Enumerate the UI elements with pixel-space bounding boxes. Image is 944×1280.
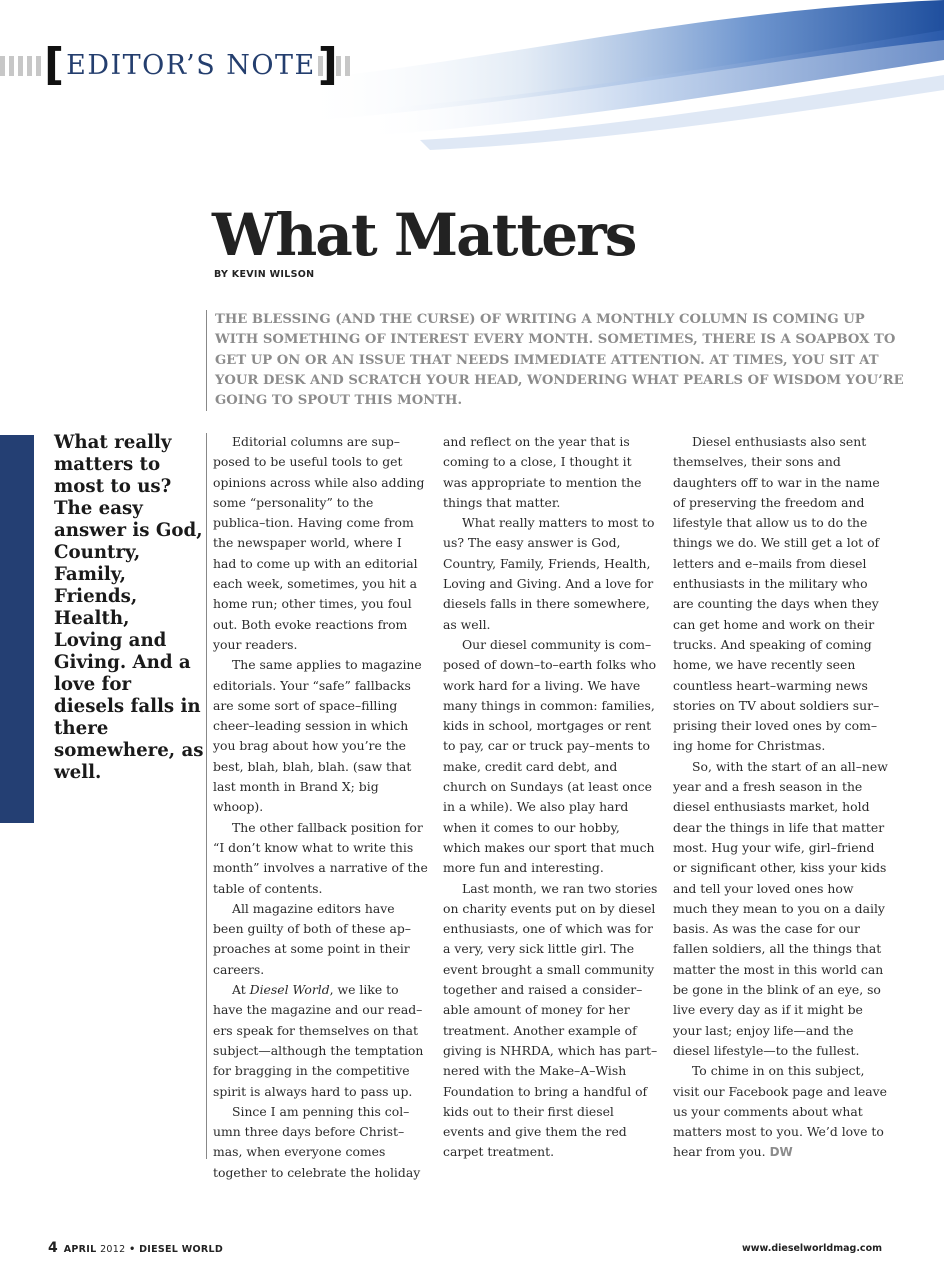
article-column-2 bbox=[443, 432, 658, 1163]
paragraph: Diesel enthusiasts also sent themselves, their sons and daughters off to war in the name of preserving the freedom and lifestyle that allow us to do the things we do. We still get a lot of letters and e–mails from diesel enthusiasts in the military who are counting the days when they can get home and work on their trucks. And speaking of coming home, we have recently seen countless heart–warming news stories on TV about soldiers sur–prising their loved ones by com–ing home for Christmas. bbox=[673, 434, 880, 754]
page-number: 4 bbox=[48, 1240, 58, 1256]
paragraph: Editorial columns are sup–posed to be useful tools to get opinions across while also adding some “personality” to the publica–tion. Having come from the newspaper world, where I had to come up with an editorial each week, sometimes, you hit a home run; other times, you foul out. Both evoke reactions from your readers. bbox=[213, 434, 425, 652]
end-mark: DW bbox=[769, 1145, 793, 1160]
separator-dot: • bbox=[129, 1244, 136, 1255]
paragraph: What really matters to most to us? The easy answer is God, Country, Family, Friends, Health, Loving and Giving. And a love for diesels falls in there somewhere, as well. bbox=[443, 515, 655, 632]
text-run: To chime in on this subject, visit our Facebook page and leave us your comments about what matters most to you. We’d love to hear from you. bbox=[673, 1063, 887, 1160]
issue-year: 2012 bbox=[100, 1244, 126, 1255]
website-url: www.dieselworldmag.com bbox=[741, 1243, 882, 1254]
paragraph: Our diesel community is com–posed of down–to–earth folks who work hard for a living. We have many things in common: families, kids in school, mortgages or rent to pay, car or truck pay–ments to make, credit card debt, and church on Sundays (at least once in a while). We also play hard when it comes to our hobby, which makes our sport that much more fun and interesting. bbox=[443, 636, 657, 876]
paragraph bbox=[673, 1061, 888, 1162]
article-deck: THE BLESSING (AND THE CURSE) OF WRITING A MONTHLY COLUMN IS COMING UP WITH SOMETHING OF INTEREST EVERY MONTH. SOMETIMES, THERE IS A SOAPBOX TO GET UP ON OR AN ISSUE THAT NEEDS IMMEDIATE ATTENTION. AT TIMES, YOU SIT AT YOUR DESK AND SCRATCH YOUR HEAD, WONDERING WHAT PEARLS OF WISDOM YOU’RE GOING TO SPOUT THIS MONTH. bbox=[206, 310, 905, 411]
paragraph: All magazine editors have been guilty of both of these ap–proaches at some point in their careers. bbox=[213, 900, 411, 977]
magazine-name-footer: DIESEL WORLD bbox=[139, 1244, 224, 1255]
folio bbox=[48, 1240, 223, 1256]
right-bracket-icon: ] bbox=[317, 39, 338, 90]
column-rule bbox=[206, 433, 207, 1159]
paragraph: The other fallback position for “I don’t know what to write this month” involves a narrative of the table of contents. bbox=[213, 819, 428, 896]
text-run: , we like to have the magazine and our read–ers speak for themselves on that subject—although the temptation for bragging in the competitive spirit is always hard to pass up. bbox=[213, 982, 424, 1099]
byline: BY KEVIN WILSON bbox=[214, 269, 315, 280]
issue-info bbox=[64, 1244, 223, 1255]
section-label-text: EDITOR’S NOTE bbox=[66, 49, 316, 81]
paragraph: and reflect on the year that is coming to a close, I thought it was appropriate to mention the things that matter. bbox=[443, 434, 642, 510]
paragraph: The same applies to magazine editorials. Your “safe” fallbacks are some sort of space–filling cheer–leading session in which you brag about how you’re the best, blah, blah, blah. (saw that last month in Brand X; big whoop). bbox=[213, 657, 422, 815]
paragraph: So, with the start of an all–new year and a fresh season in the diesel enthusiasts market, hold dear the things in life that matter most. Hug your wife, girl–friend or significant other, kiss your kids and tell your loved ones how much they mean to you on a daily basis. As was the case for our fallen soldiers, all the things that matter the most in this world can be gone in the blink of an eye, so live every day as if it might be your last; enjoy life—and the diesel lifestyle—to the fullest. bbox=[673, 758, 888, 1058]
section-label bbox=[44, 39, 338, 90]
pull-quote-bar bbox=[0, 435, 34, 823]
pull-quote: What really matters to most to us? The easy answer is God, Country, Family, Friends, Health, Loving and Giving. And a love for diesels falls in there somewhere, as well. bbox=[54, 432, 204, 783]
text-run: At bbox=[232, 982, 250, 998]
paragraph: Last month, we ran two stories on charity events put on by diesel enthusiasts, one of which was for a very, very sick little girl. The event brought a small community together and raised a consider–able amount of money for her treatment. Another example of giving is NHRDA, which has part–nered with the Make–A–Wish Foundation to bring a handful of kids out to their first diesel events and give them the red carpet treatment. bbox=[443, 880, 658, 1160]
magazine-name: Diesel World bbox=[249, 982, 330, 998]
paragraph bbox=[213, 980, 428, 1102]
issue-month: APRIL bbox=[63, 1244, 97, 1255]
article-title: What Matters bbox=[212, 201, 636, 269]
article-column-3 bbox=[673, 432, 888, 1163]
paragraph: Since I am penning this col–umn three days before Christ–mas, when everyone comes together to celebrate the holiday bbox=[213, 1103, 421, 1180]
article-column-1 bbox=[213, 432, 428, 1183]
left-bracket-icon: [ bbox=[44, 39, 65, 90]
